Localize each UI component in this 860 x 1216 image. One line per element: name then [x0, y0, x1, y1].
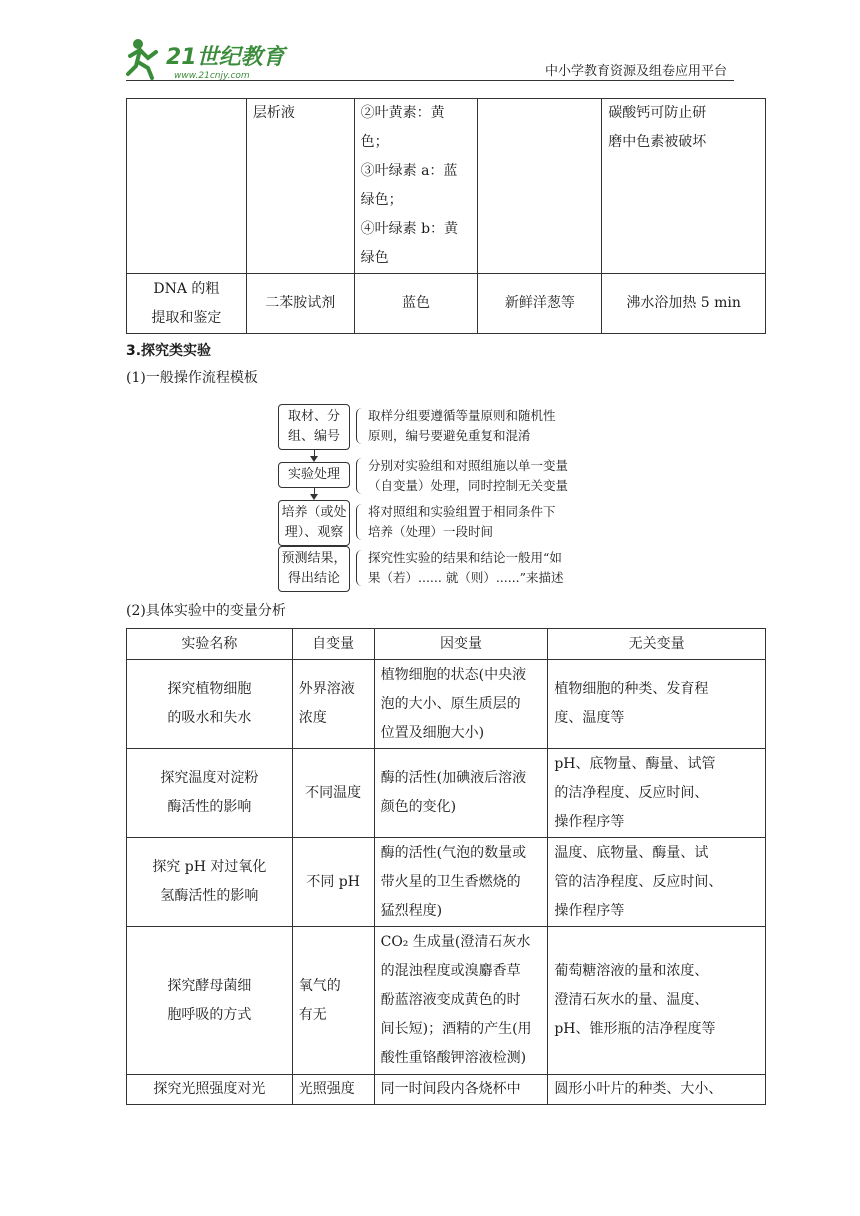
dependent-variable: CO₂ 生成量(澄清石灰水 的混浊程度或溴麝香草 酚蓝溶液变成黄色的时 间长短)；酒精的产生(用 酸性重铬酸钾溶液检测) [374, 927, 548, 1075]
table-header-row [127, 629, 766, 660]
column-header: 实验名称 [127, 629, 293, 660]
dependent-variable: 同一时间段内各烧杯中 [374, 1075, 548, 1105]
flow-step-box: 培养（或处 理）、观察 [278, 500, 350, 546]
table-cell: 沸水浴加热 5 min [602, 274, 766, 334]
table-cell: 蓝色 [354, 274, 478, 334]
table-cell: DNA 的粗 提取和鉴定 [127, 274, 247, 334]
header-platform-text: 中小学教育资源及组卷应用平台 [544, 64, 727, 79]
experiment-name: 探究温度对淀粉 酶活性的影响 [127, 749, 293, 838]
table-cell [478, 99, 602, 274]
brace-icon [356, 408, 365, 444]
procedure-flowchart [276, 400, 596, 592]
experiment-name: 探究酵母菌细 胞呼吸的方式 [127, 927, 293, 1075]
table-cell [127, 99, 247, 274]
dependent-variable: 酶的活性(加碘液后溶液 颜色的变化) [374, 749, 548, 838]
table-row [127, 274, 766, 334]
variable-analysis-table [126, 628, 766, 1105]
controlled-variable: 葡萄糖溶液的量和浓度、 澄清石灰水的量、温度、 pH、锥形瓶的洁净程度等 [548, 927, 766, 1075]
table-cell: 碳酸钙可防止研 磨中色素被破坏 [602, 99, 766, 274]
controlled-variable: pH、底物量、酶量、试管 的洁净程度、反应时间、 操作程序等 [548, 749, 766, 838]
independent-variable: 不同温度 [292, 749, 374, 838]
reagent-table [126, 98, 766, 334]
dependent-variable: 植物细胞的状态(中央液 泡的大小、原生质层的 位置及细胞大小) [374, 660, 548, 749]
subsection-title: (1)一般操作流程模板 [126, 370, 258, 386]
flow-step-box: 实验处理 [278, 462, 350, 488]
controlled-variable: 温度、底物量、酶量、试 管的洁净程度、反应时间、 操作程序等 [548, 838, 766, 927]
flow-step-desc: 将对照组和实验组置于相同条件下 培养（处理）一段时间 [368, 504, 556, 539]
brace-icon [356, 504, 365, 540]
table-row [127, 927, 766, 1075]
table-cell: 层析液 [246, 99, 354, 274]
independent-variable: 外界溶液 浓度 [292, 660, 374, 749]
table-cell: 二苯胺试剂 [246, 274, 354, 334]
table-row [127, 749, 766, 838]
independent-variable: 氧气的 有无 [292, 927, 374, 1075]
logo [126, 36, 306, 82]
table-cell: ②叶黄素：黄色； ③叶绿素 a：蓝 绿色； ④叶绿素 b：黄 绿色 [354, 99, 478, 274]
column-header: 因变量 [374, 629, 548, 660]
flow-step-box: 预测结果， 得出结论 [278, 546, 350, 592]
dependent-variable: 酶的活性(气泡的数量或 带火星的卫生香燃烧的 猛烈程度) [374, 838, 548, 927]
experiment-name: 探究植物细胞 的吸水和失水 [127, 660, 293, 749]
independent-variable: 不同 pH [292, 838, 374, 927]
independent-variable: 光照强度 [292, 1075, 374, 1105]
table-row [127, 838, 766, 927]
page-header [0, 0, 860, 90]
table-cell: 新鲜洋葱等 [478, 274, 602, 334]
flow-step-box: 取材、分 组、编号 [278, 404, 350, 450]
brace-icon [356, 458, 365, 494]
flow-step-desc: 探究性实验的结果和结论一般用“如 果（若）...... 就（则）......”来描述 [368, 550, 564, 585]
logo-text: 21世纪教育 [166, 45, 285, 70]
brace-icon [356, 550, 365, 586]
controlled-variable: 植物细胞的种类、发育程 度、温度等 [548, 660, 766, 749]
table-row [127, 1075, 766, 1105]
logo-url: www.21cnjy.com [174, 71, 250, 81]
experiment-name: 探究 pH 对过氧化 氢酶活性的影响 [127, 838, 293, 927]
flow-step-desc: 取样分组要遵循等量原则和随机性 原则，编号要避免重复和混淆 [368, 408, 556, 443]
runner-icon [128, 39, 156, 78]
table-row [127, 99, 766, 274]
section-title: 3.探究类实验 [126, 343, 212, 359]
subsection-title: (2)具体实验中的变量分析 [126, 603, 286, 619]
flow-step-desc: 分别对实验组和对照组施以单一变量 （自变量）处理，同时控制无关变量 [368, 458, 569, 493]
controlled-variable: 圆形小叶片的种类、大小、 [548, 1075, 766, 1105]
header-divider [126, 80, 734, 81]
column-header: 无关变量 [548, 629, 766, 660]
column-header: 自变量 [292, 629, 374, 660]
table-row [127, 660, 766, 749]
experiment-name: 探究光照强度对光 [127, 1075, 293, 1105]
